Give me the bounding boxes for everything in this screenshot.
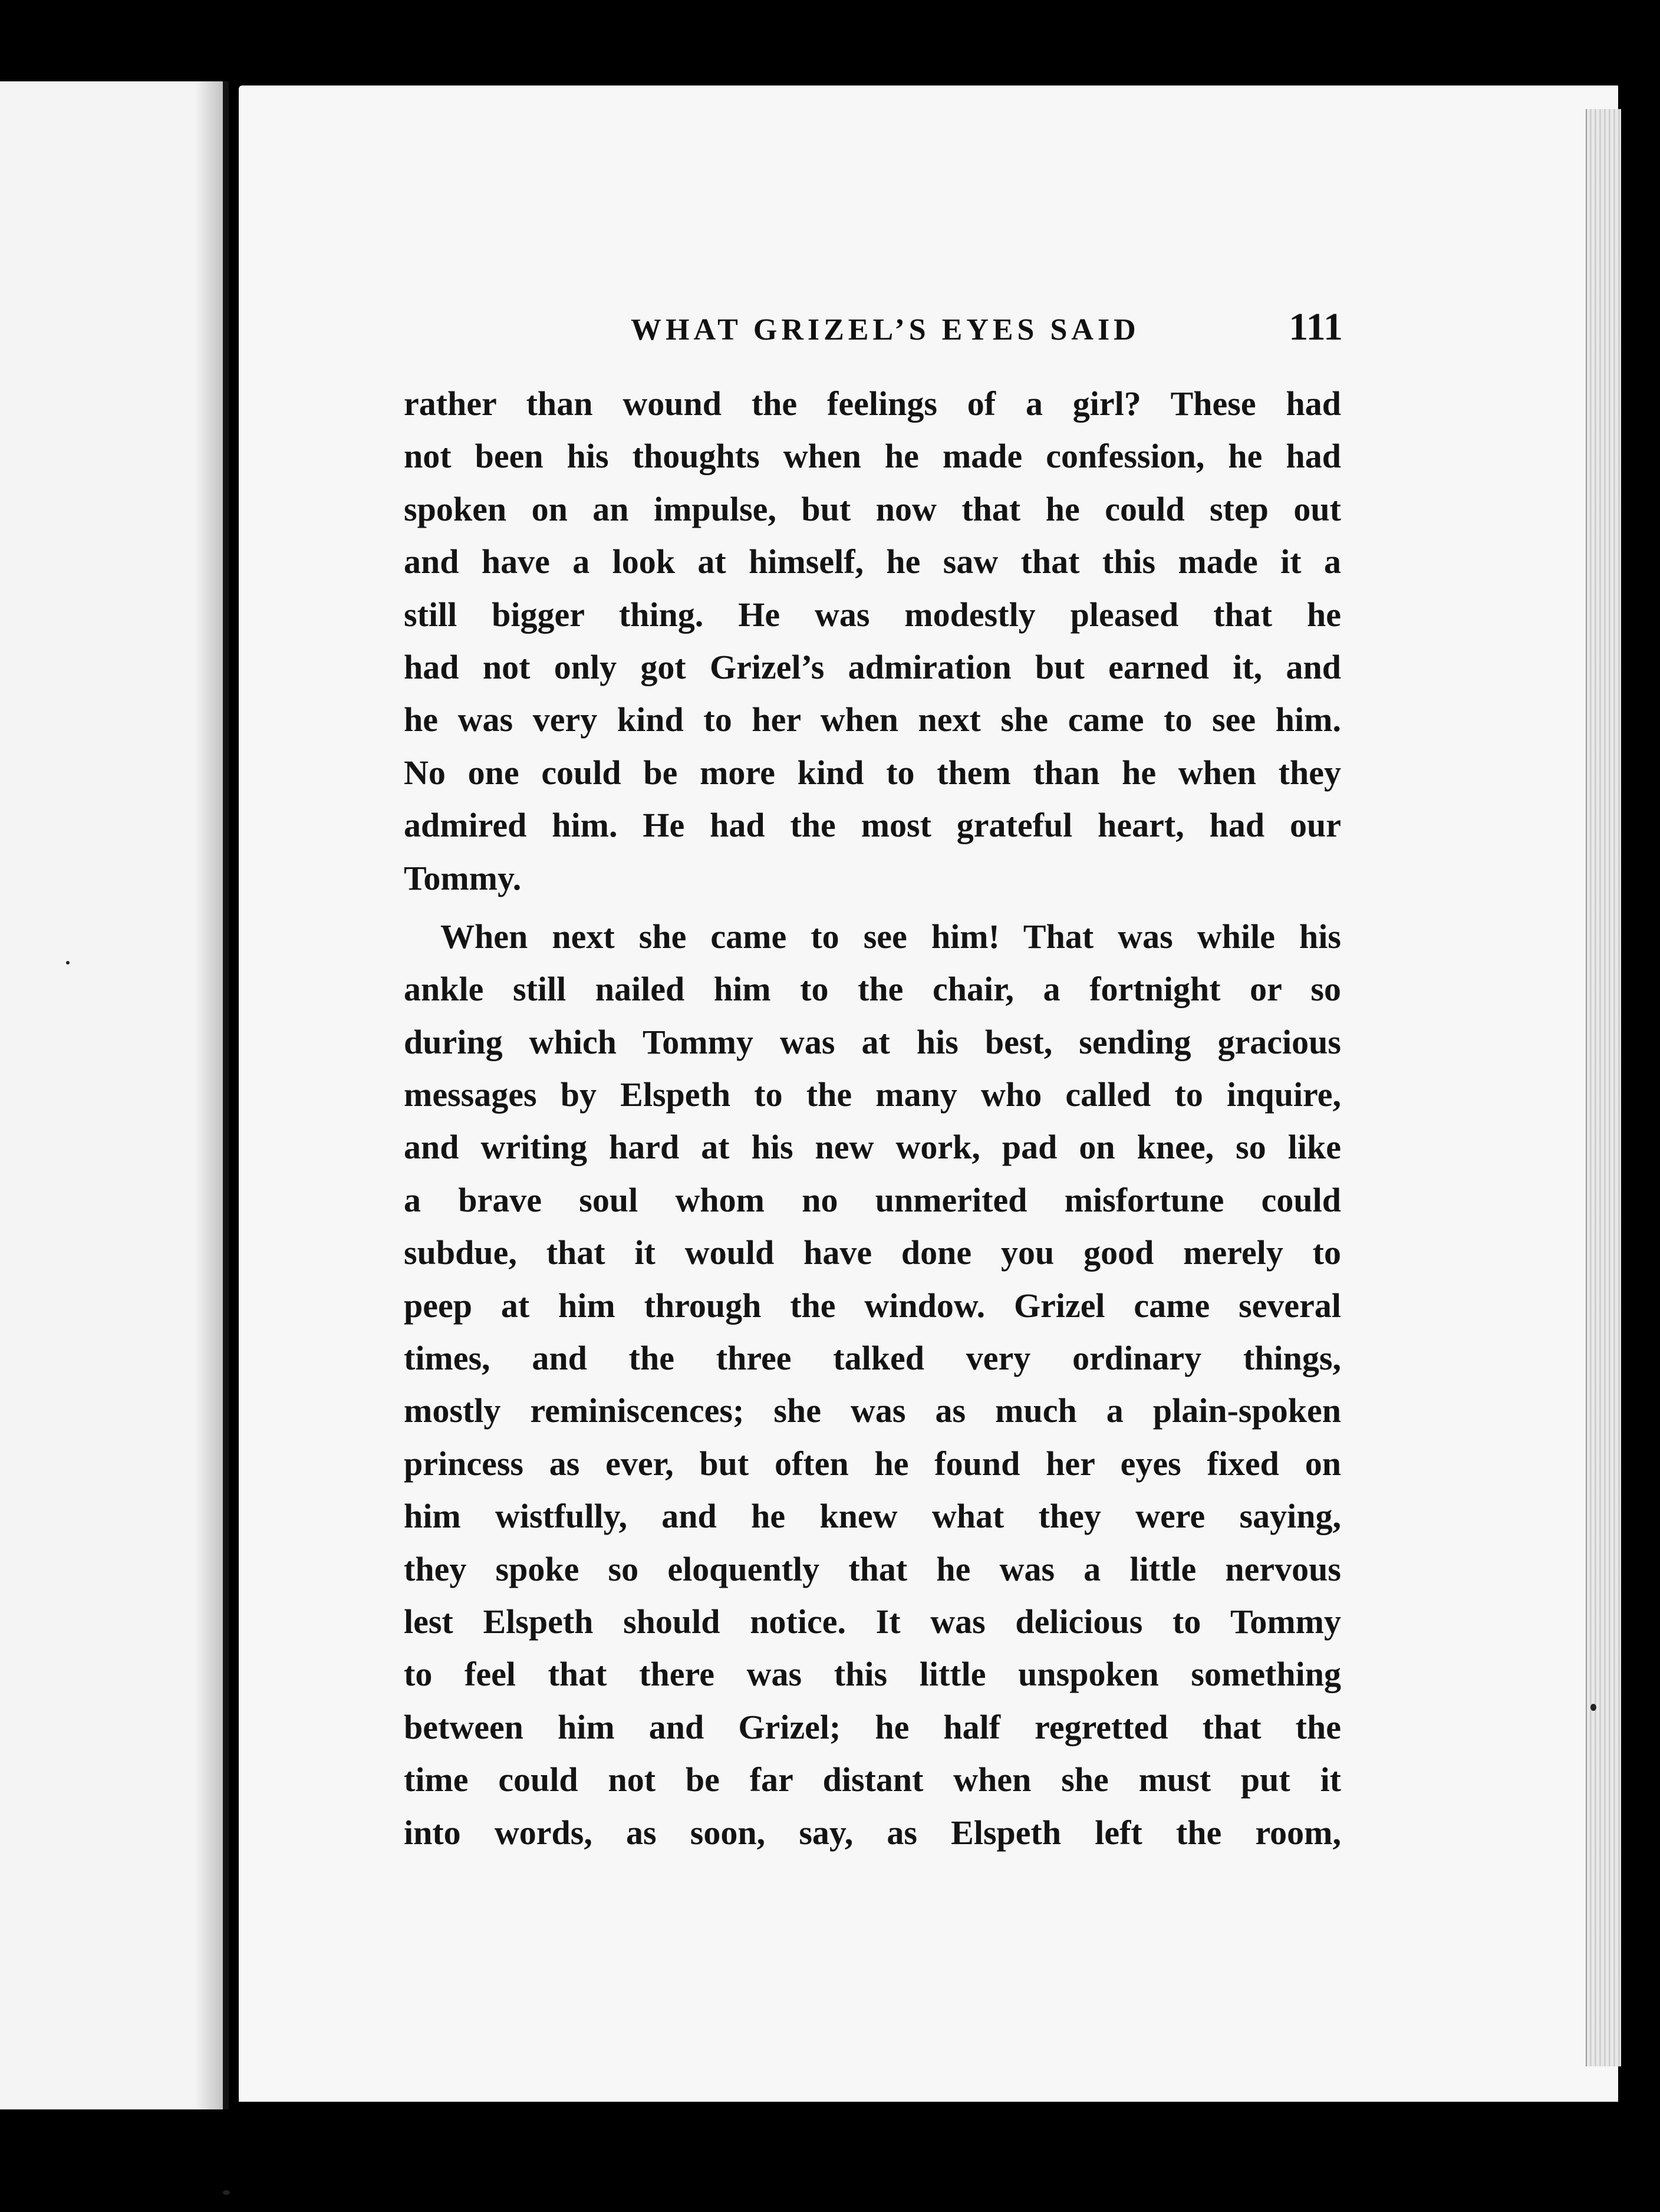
text-line: Tommy.	[404, 858, 522, 897]
text-line: him wistfully, and he knew what they were saying,	[404, 1497, 1341, 1536]
text-line: princess as ever, but often he found her eyes fixed on	[404, 1444, 1341, 1483]
text-line: admired him. He had the most grateful heart, had our	[404, 806, 1341, 845]
page-number: 111	[1289, 305, 1343, 348]
text-line: mostly reminiscences; she was as much a plain-spoken	[404, 1391, 1341, 1430]
text-line: they spoke so eloquently that he was a little nervous	[404, 1549, 1341, 1588]
text-line: ankle still nailed him to the chair, a fortnight or so	[404, 970, 1341, 1009]
text-line: peep at him through the window. Grizel came several	[404, 1286, 1341, 1325]
text-line: a brave soul whom no unmerited misfortune could	[404, 1180, 1341, 1219]
text-line: messages by Elspeth to the many who called to inquire,	[404, 1075, 1341, 1114]
running-head-title: WHAT GRIZEL’S EYES SAID	[631, 313, 1140, 347]
paragraph-gap	[404, 904, 1341, 910]
text-line: When next she came to see him! That was while his	[440, 917, 1341, 956]
scan-speck	[66, 961, 70, 965]
gutter-shadow	[195, 81, 230, 2109]
scan-speck	[223, 2190, 230, 2195]
text-line: between him and Grizel; he half regretted that the	[404, 1707, 1341, 1746]
text-line: to feel that there was this little unspoken something	[404, 1655, 1341, 1694]
text-line: not been his thoughts when he made confession, he had	[404, 437, 1341, 476]
body-text	[404, 377, 1341, 1859]
text-line: rather than wound the feelings of a girl? These had	[404, 384, 1341, 423]
text-line: lest Elspeth should notice. It was delicious to Tommy	[404, 1602, 1341, 1641]
text-line: into words, as soon, say, as Elspeth left the room,	[404, 1813, 1341, 1852]
text-line: had not only got Grizel’s admiration but earned it, and	[404, 647, 1341, 686]
text-line: subdue, that it would have done you good merely to	[404, 1233, 1341, 1272]
text-line: and writing hard at his new work, pad on knee, so like	[404, 1128, 1341, 1167]
text-line: time could not be far distant when she must put it	[404, 1760, 1341, 1799]
text-line: spoken on an impulse, but now that he could step out	[404, 489, 1341, 528]
text-line: No one could be more kind to them than he when they	[404, 753, 1341, 792]
page-edges-stack	[1586, 109, 1621, 2066]
scan-speck	[1590, 1704, 1596, 1711]
text-line: still bigger thing. He was modestly pleased that he	[404, 595, 1341, 634]
text-line: he was very kind to her when next she came to see him.	[404, 700, 1341, 739]
text-line: and have a look at himself, he saw that this made it a	[404, 542, 1341, 581]
text-line: times, and the three talked very ordinary things,	[404, 1339, 1341, 1378]
text-line: during which Tommy was at his best, sending gracious	[404, 1022, 1341, 1061]
